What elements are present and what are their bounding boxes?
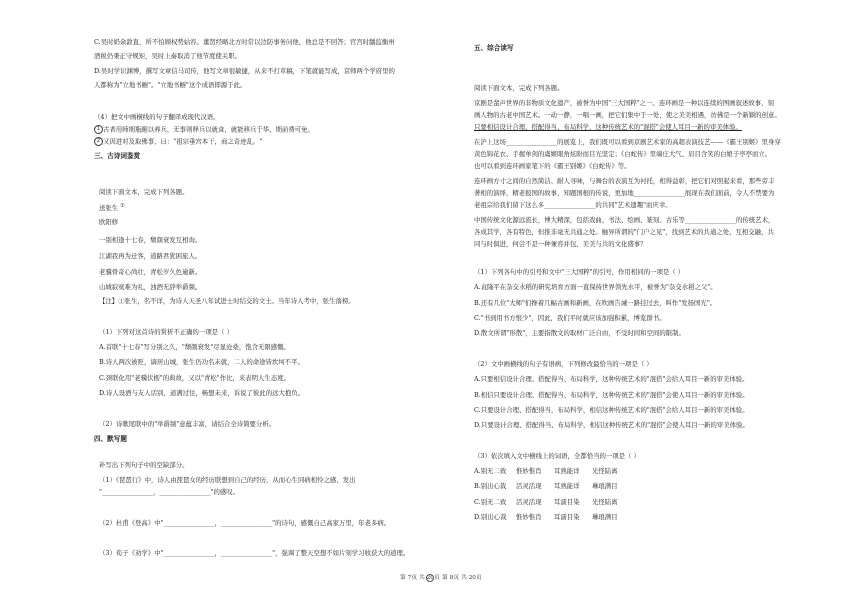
page-footer-right: 第 8页 共 20页 [442,575,482,581]
fill-3: （3）荀子《劝学》中"________________，________________"，强调了整天空想不如片刻学习收获大的道理。 [99,549,410,557]
q4-item-1: 1 古者用师期瓶醒以养兵，无事则释兵以就食，就能移兵于华，期前费可免。 [94,125,314,134]
para-3-line3: 老祖宗给我们留下这么多________________的共同"艺术遗趣"而庆幸。 [474,201,672,209]
circle-2-icon: 2 [94,137,103,146]
para-2-line2: 黄色锦花衣、手握单剑的虞姬眼角炫盼而目光坚定；《白蛇传》里端庄大气、眉目含笑的白娘子亭亭而立。 [474,150,772,158]
para-4-line1: 中国传统文化源远流长，博大精深，包括戏曲、书法、绘画、篆刻、古乐等________________的传统艺术， [474,216,775,224]
q2-option-b: B.相信只要设计合理、搭配得当、布局科学，这种传统艺术的"混搭"会使人耳目一新的审美体验。 [474,391,749,399]
poem-author: 欧阳修 [99,218,119,226]
para-4-line2: 各成其学，各有特色，但推非毫无共通之处。触异所谓的"门户之见"，找到艺术的共通之处，互相交融，共 [474,228,774,236]
q2-option-d: D.只要设计合理、搭配得当、布局科学，相信这种传统艺术的"混搭"会使人耳目一新的审美体验。 [474,421,749,429]
poem-q1-option-d: D.诗人设酒与友人话别，道满过往，畅想未来，诉说了彼此的远大抱负。 [99,389,305,397]
page-8 [430,0,860,590]
section-3-heading: 三、古诗词鉴赏 [94,152,141,160]
fill-1-line2: "________________，________________"的感叹。 [99,488,240,496]
q2-stem: （2）文中画横线的句子有语病，下列修改最恰当的一项是（ ） [474,360,653,368]
poem-line-2: 江湖我再为迁客，道路君犹困旅人。 [99,252,202,260]
q3-stem: （3）依次填入文中横线上的词语，全都恰当的一项是（ ） [474,452,640,460]
para-2-line1: 在沪上这场________________的展览上，我们既可以看到京剧艺术家的高超表演技艺——《霸王别姬》里身穿 [474,138,781,146]
q1-option-a: A.袁隆平在杂交水稻的研究培育方面一直保持世界领先水平，被誉为"杂交水稻之父"。 [474,283,717,291]
poem-note: 【注】①张生，名不详，为诗人天圣八年试进士时结交的文士。当年诗人考中，张生落榜。 [99,297,355,305]
q2-option-c: C.只要设计合理、搭配得当，布局科学，相信这种传统艺术的"混搭"会给人耳目一新的审美体验。 [474,406,749,414]
para-2-line3: 也可以看到连环画家笔下的《霸王别姬》《白蛇传》等。 [474,162,631,170]
poem-q1-option-b: B.诗人两次被贬，谪居山城，张生仍功名未就，二人的命途皆坎坷不平。 [99,358,304,366]
poem-q2-stem: （2）诗歌尾联中的"举爵频"意蕴丰富，请结合全诗简要分析。 [99,420,276,428]
para-3-line1: 连环画方寸之间的自然简洁、耐人寻味，与舞台的表演互为衬托，相得益彰，把它们对照起来看，那些旁丰 [474,177,775,185]
q1-option-d: D.散文所谓"形散"，主要指散文的取材广泛自由，不受时间和空间的限制。 [474,329,685,337]
q1-option-b: B.还有几位"大师"们搀着几幅古画和新画，在吹画告诫一路挂过去，叫作"发扬国光"。 [474,299,717,307]
poem-line-1: 一别相逢十七春，颓颜衰发互相询。 [99,236,202,244]
poem-intro: 阅读下面文本，完成下列各题。 [99,188,189,196]
para-3-line2: 著相的演绎，精老报国的故事，知题国根的传说，更加地________________展现在我们面前，令人不禁要为 [474,189,775,197]
q3-option-b: B.别出心裁 活灵活现 耳熟能详 琳琅满目 [474,482,618,490]
option-c-line2: 酒税仍秉正守规矩，吴时上奏取消了他节度使关职。 [94,52,241,60]
poem-q1-option-c: C.颈联化用"老骥伏枥"的典故，又以"青松"作比，来表明人生态度。 [99,374,290,382]
q3-option-d: D.别出心裁 惟妙惟肖 耳濡目染 琳琅满目 [474,513,618,521]
para-1-line3-underlined: 只要相信设计合理、搭配得当、布局科学，这种传统艺术的"混搭"会使人耳目一新的审美体验。 [474,123,742,131]
para-4-line3: 同与时俱进，何尝不是一种兼容并包、美美与共的文化盛事？ [474,240,647,248]
poem-q1-stem: （1）下列对这首诗的赏析不正确的一项是（ ） [99,328,233,336]
option-d-line2: 人都称为"立地书橱"。"立地书橱"这个成语即源于此。 [94,81,247,89]
q4-stem: （4）把文中画横线的句子翻译成现代汉语。 [94,113,220,121]
q3-option-c: C.别无二致 活灵活现 耳濡目染 光怪陆离 [474,498,618,506]
q3-option-a: A.别无二致 惟妙惟肖 耳熟能详 光怪陆离 [474,467,618,475]
circle-1-icon: 1 [94,125,103,134]
text-intro: 阅读下面文本，完成下列各题。 [474,84,564,92]
fill-1-line1: （1）《琵琶行》中，诗人由琵琶女的经历联想到自己的经历，从而心生同病相怜之感，发出 [99,476,356,484]
option-c-line1: C.吴时奶余敦直，所不怕顾权势姑容。董贤经略北方时常以边防事务问他，他总是不回答；官宫时龋监衡州 [94,38,395,46]
q1-stem: （1）下列各句中的引号和文中"三大国粹"的引号，作用相同的一项是（ ） [474,268,685,276]
page-7 [0,0,430,590]
poem-line-4: 山城寂寞难为礼，浊酒无辞举爵频。 [99,283,202,291]
fill-intro: 补写出下列句子中的空缺部分。 [99,461,189,469]
para-1-line1: 京剧是蜚声世界的非物质文化遗产，被誉为中国"三大国粹"之一。连环画是一种以连续的图画叙述故事、刻 [474,99,774,107]
section-5-heading: 五、综合读写 [474,44,514,52]
poem-title: 送张生 ① [99,203,125,213]
q1-option-c: C."书到用书方恨少"，因此，我们平时就应该加强积累，博览群书。 [474,314,666,322]
q4-item-2: 2 又因进对及取佛事，曰："祖宗垂宫本干，商之奇迹乱。" [94,137,262,146]
para-1-line2: 画人物的古老中国艺术。一动一静，一唱一画，把它们集中于一处，使之美美相遇，彷佛是一个新颖的创意。 [474,111,781,119]
fill-2: （2）杜甫《登高》中"________________，________________"的诗句，感慨自己高家万里，年老多病。 [99,519,391,527]
option-d-line1: D.吴时学识渊博，撰写文章信马司传，他写文章很敏捷，从来不打草稿，下笔就能写成，京师两个学府里的 [94,67,395,75]
poem-line-3: 老骥骨奇心尚壮，青松岁久色逾新。 [99,268,202,276]
section-4-heading: 四、默写题 [94,435,127,443]
poem-q1-option-a: A.首联"十七春"写分别之久，"颓颜衰发"尽显沧桑，饱含无限感慨。 [99,343,290,351]
q2-option-a: A.只要相信设计合理、搭配得当、布局科学，这种传统艺术的"混搭"会给人耳目一新的审美体验。 [474,375,749,383]
page-footer-left: 第 7页 共 20页 [400,575,440,581]
